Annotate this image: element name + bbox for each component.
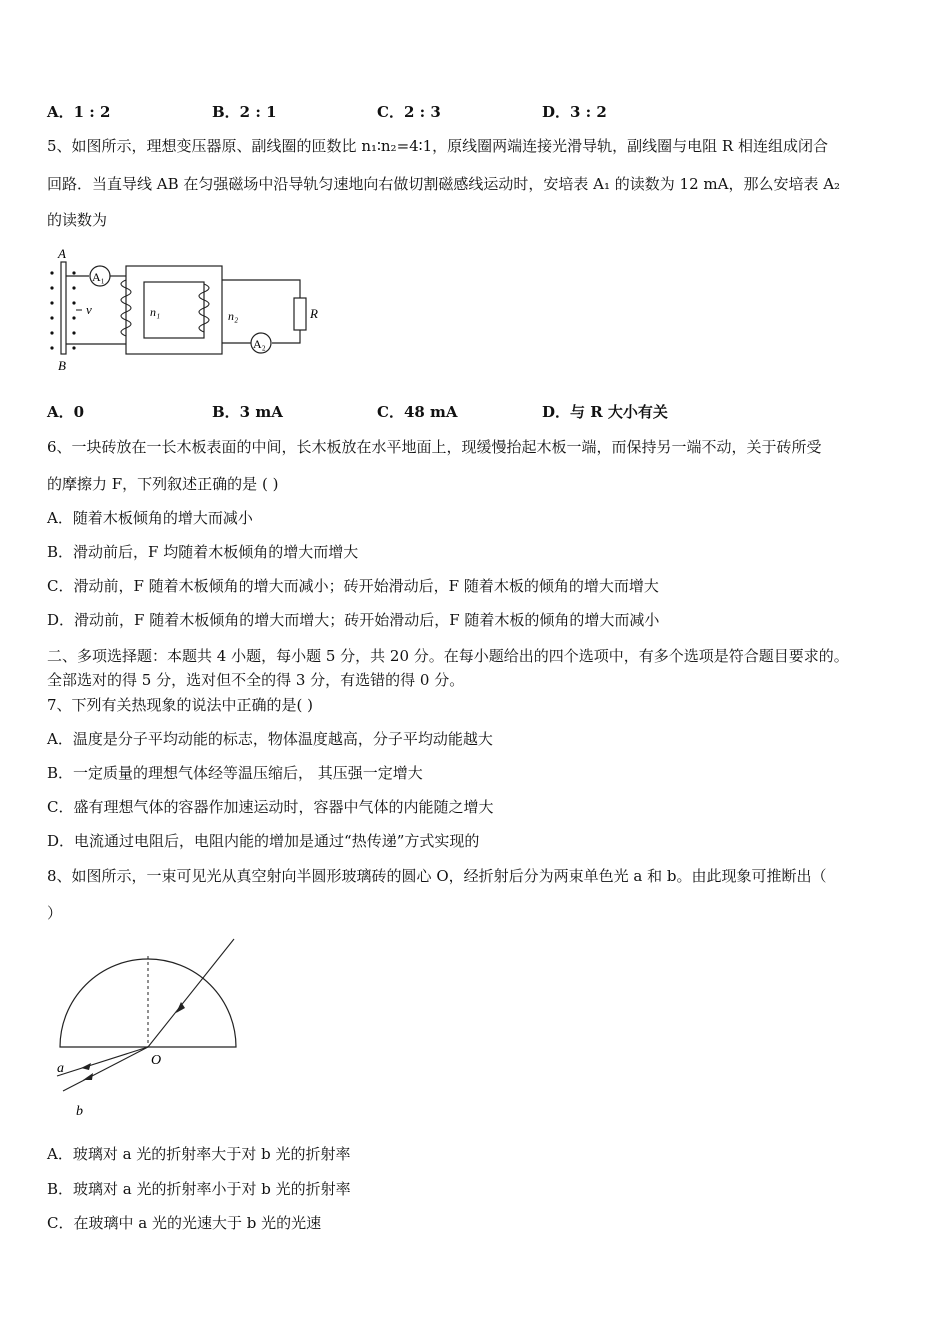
q8-option-a: A．玻璃对 a 光的折射率大于对 b 光的折射率	[47, 1145, 351, 1163]
q5-stem-line3: 的读数为	[47, 211, 108, 229]
semicircle-refraction-figure	[45, 932, 245, 1122]
magnetic-field-dots	[50, 271, 75, 349]
q6-option-c: C．滑动前，F 随着木板倾角的增大而减小；砖开始滑动后，F 随着木板的倾角的增大而增大	[47, 577, 659, 595]
q7-option-c: C．盛有理想气体的容器作加速运动时，容器中气体的内能随之增大	[47, 798, 494, 816]
q6-option-d: D．滑动前，F 随着木板倾角的增大而增大；砖开始滑动后，F 随着木板的倾角的增大而减小	[47, 611, 660, 629]
q4-option-a: A．1 : 2	[47, 103, 111, 121]
q6-option-b: B．滑动前后，F 均随着木板倾角的增大而增大	[47, 543, 359, 561]
q6-stem-line1: 6、一块砖放在一长木板表面的中间，长木板放在水平地面上，现缓慢抬起木板一端，而保持另一端不动，关于砖所受	[47, 438, 822, 456]
label-o: O	[151, 1053, 162, 1068]
ray-b	[63, 1047, 148, 1091]
rod-ab	[61, 262, 66, 354]
q7-option-a: A．温度是分子平均动能的标志，物体温度越高，分子平均动能越大	[47, 730, 493, 748]
label-ray-a: a	[57, 1061, 64, 1076]
ray-a	[57, 1047, 148, 1076]
q5-option-c: C．48 mA	[377, 403, 458, 421]
incident-arrow	[176, 1002, 185, 1013]
ray-a-arrow	[81, 1063, 91, 1070]
semicircle-glass	[60, 959, 236, 1047]
q7-option-d: D．电流通过电阻后，电阻内能的增加是通过“热传递”方式实现的	[47, 832, 480, 850]
label-r: R	[310, 306, 318, 321]
q5-option-d: D．与 R 大小有关	[542, 403, 668, 421]
incident-ray	[148, 939, 234, 1047]
q8-option-b: B．玻璃对 a 光的折射率小于对 b 光的折射率	[47, 1180, 351, 1198]
ray-b-arrow	[83, 1073, 93, 1080]
section2-instructions-line2: 全部选对的得 5 分，选对但不全的得 3 分，有选错的得 0 分。	[47, 671, 465, 689]
q8-stem-line2: ）	[47, 904, 63, 922]
label-n2: n₂	[228, 309, 239, 323]
q8-stem-line1: 8、如图所示，一束可见光从真空射向半圆形玻璃砖的圆心 O，经折射后分为两束单色光 a 和 b。由此现象可推断出（	[47, 867, 827, 885]
label-a1: A₁	[92, 270, 105, 284]
q7-option-b: B．一定质量的理想气体经等温压缩后， 其压强一定增大	[47, 764, 423, 782]
q4-option-c: C．2 : 3	[377, 103, 441, 121]
label-ray-b: b	[76, 1104, 83, 1119]
q6-stem-line2: 的摩擦力 F，下列叙述正确的是 ( )	[47, 475, 279, 493]
q5-option-b: B．3 mA	[212, 403, 283, 421]
q5-option-a: A．0	[47, 403, 85, 421]
q4-option-b: B．2 : 1	[212, 103, 277, 121]
q7-stem: 7、下列有关热现象的说法中正确的是( )	[47, 696, 314, 714]
label-a2: A₂	[253, 337, 266, 351]
label-b: B	[58, 358, 66, 373]
section2-instructions-line1: 二、多项选择题：本题共 4 小题，每小题 5 分，共 20 分。在每小题给出的四个选项中，有多个选项是符合题目要求的。	[47, 647, 849, 665]
q4-option-d: D．3 : 2	[542, 103, 607, 121]
transformer-core-outer	[126, 266, 222, 354]
resistor-r	[294, 298, 306, 330]
label-n1: n₁	[150, 305, 161, 319]
q6-option-a: A．随着木板倾角的增大而减小	[47, 509, 253, 527]
q5-stem-line2: 回路．当直导线 AB 在匀强磁场中沿导轨匀速地向右做切割磁感线运动时，安培表 A₁ 的读数为 12 mA，那么安培表 A₂	[47, 175, 841, 193]
transformer-circuit-figure	[40, 240, 340, 375]
label-v: v	[86, 302, 92, 317]
q8-option-c: C．在玻璃中 a 光的光速大于 b 光的光速	[47, 1214, 322, 1232]
label-a: A	[58, 246, 66, 261]
q5-stem-line1: 5、如图所示，理想变压器原、副线圈的匝数比 n₁∶n₂=4∶1，原线圈两端连接光滑导轨，副线圈与电阻 R 相连组成闭合	[47, 137, 828, 155]
